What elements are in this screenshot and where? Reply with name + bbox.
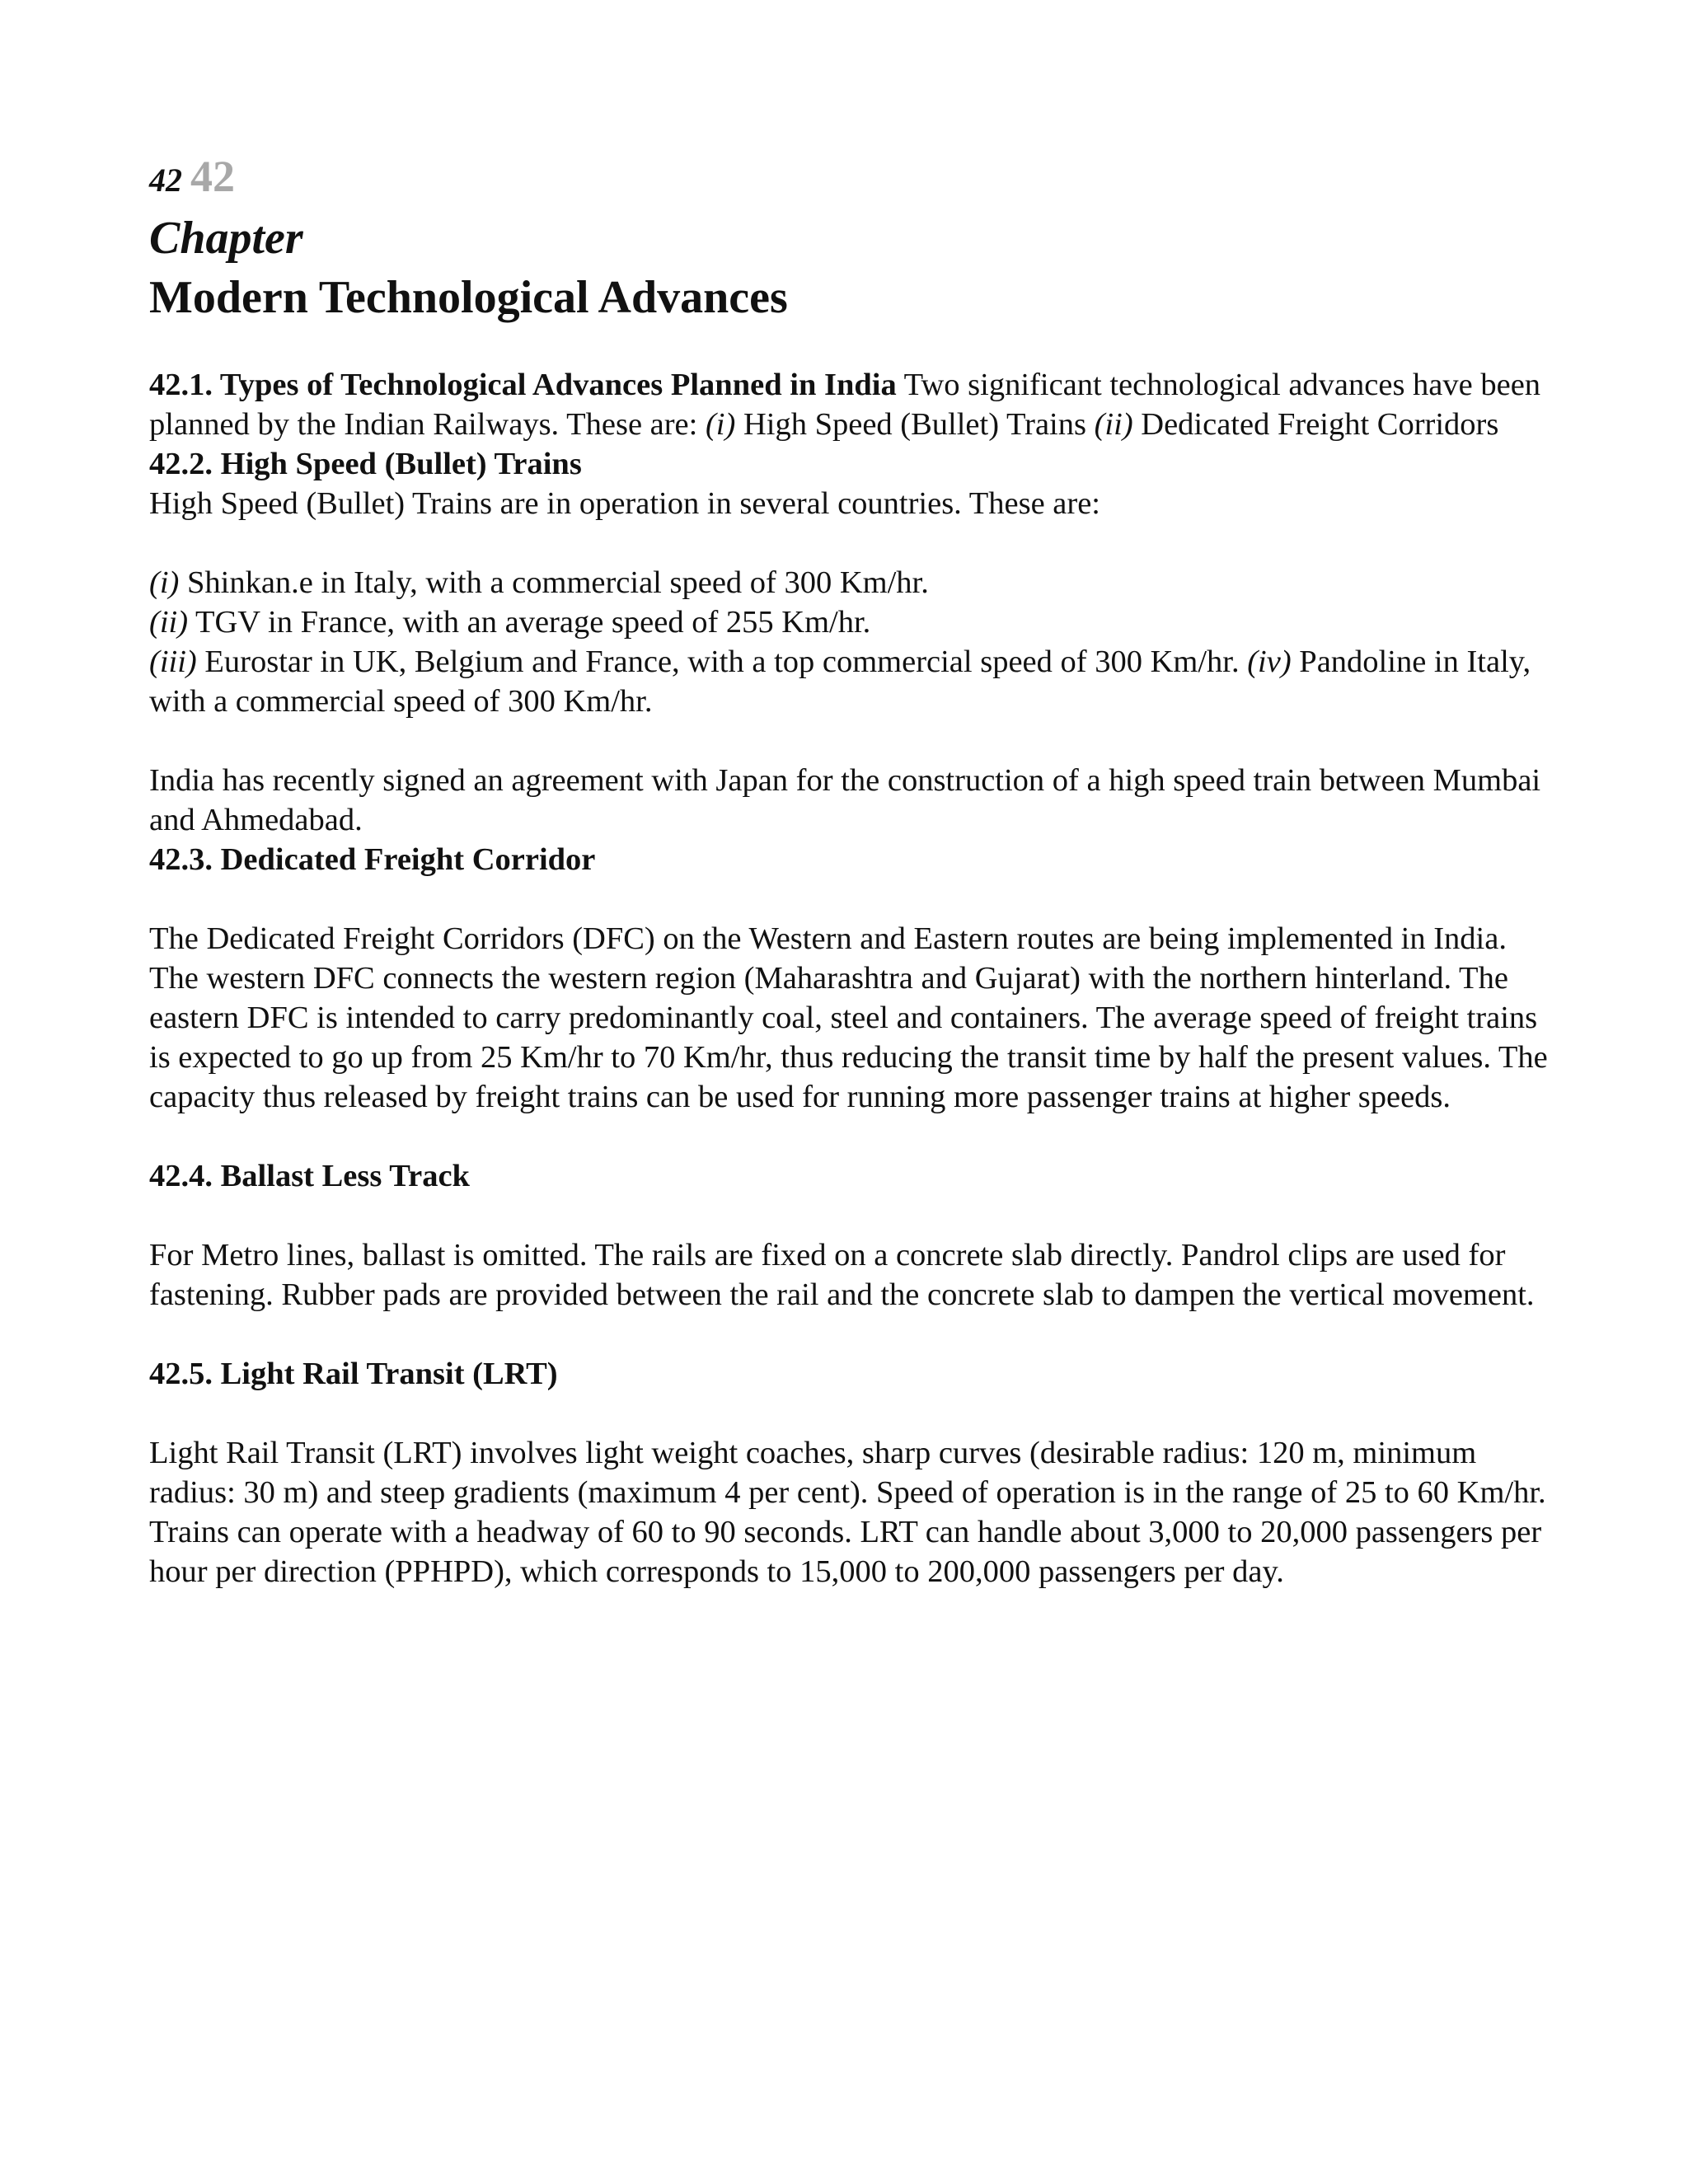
chapter-number-text: 42 — [149, 162, 182, 199]
spacer — [149, 523, 1550, 563]
spacer — [149, 1196, 1550, 1235]
list-marker: (i) — [149, 565, 180, 600]
section-42-4-body: For Metro lines, ballast is omitted. The rails are fixed on a concrete slab directly. Pandrol clips are used for fastening. Rubber pads are provided between the rail and the concrete slab to dampen the vertical movement. — [149, 1238, 1535, 1312]
spacer — [149, 1394, 1550, 1433]
list-item — [149, 642, 1550, 721]
list-marker: (iv) — [1247, 644, 1292, 679]
spacer — [149, 1117, 1550, 1156]
section-42-1-intro: Two significant technological advances have been planned by the Indian Railways. These are: — [149, 368, 1541, 442]
section-42-2-heading: 42.2. High Speed (Bullet) Trains — [149, 447, 582, 481]
list-text: Shinkan.e in Italy, with a commercial speed of 300 Km/hr. — [179, 565, 929, 600]
section-42-5-heading: 42.5. Light Rail Transit (LRT) — [149, 1357, 558, 1391]
spacer — [149, 1315, 1550, 1354]
chapter-number-ghost: 42 — [190, 152, 235, 201]
list-text: Eurostar in UK, Belgium and France, with a top commercial speed of 300 Km/hr. — [196, 644, 1248, 679]
item-text: Dedicated Freight Corridors — [1132, 407, 1499, 442]
spacer — [149, 879, 1550, 919]
section-42-2-closing: India has recently signed an agreement with Japan for the construction of a high speed train between Mumbai and Ahmedabad. — [149, 763, 1541, 837]
list-item — [149, 563, 1550, 602]
chapter-title: Modern Technological Advances — [149, 272, 788, 323]
section-42-5-body: Light Rail Transit (LRT) involves light weight coaches, sharp curves (desirable radius: 120 m, minimum radius: 30 m) and steep gradients (maximum 4 per cent). Speed of operation is in the range of 25 to 60 Km/hr. Trains can operate with a headway of 60 to 90 seconds. LRT can handle about 3,000 to 20,000 passengers per hour per direction (PPHPD), which corresponds to 15,000 to 200,000 passengers per day. — [149, 1436, 1546, 1589]
list-text: TGV in France, with an average speed of 255 Km/hr. — [188, 605, 871, 640]
chapter-label: Chapter — [149, 213, 303, 264]
section-42-1-paragraph — [149, 365, 1550, 484]
spacer — [149, 721, 1550, 761]
chapter-number — [149, 152, 1550, 201]
section-42-2-intro: High Speed (Bullet) Trains are in operation in several countries. These are: — [149, 486, 1100, 521]
item-marker: (i) — [705, 407, 736, 442]
item-marker: (ii) — [1094, 407, 1133, 442]
list-marker: (ii) — [149, 605, 189, 640]
document-page — [149, 152, 1550, 1591]
item-text: High Speed (Bullet) Trains — [735, 407, 1095, 442]
list-item — [149, 602, 1550, 642]
section-42-4-heading: 42.4. Ballast Less Track — [149, 1159, 470, 1193]
section-42-3-heading: 42.3. Dedicated Freight Corridor — [149, 842, 596, 877]
section-42-3-body: The Dedicated Freight Corridors (DFC) on the Western and Eastern routes are being implemented in India. The western DFC connects the western region (Maharashtra and Gujarat) with the northern hinterland. The eastern DFC is intended to carry predominantly coal, steel and containers. The average speed of freight trains is expected to go up from 25 Km/hr to 70 Km/hr, thus reducing the transit time by half the present values. The capacity thus released by freight trains can be used for running more passenger trains at higher speeds. — [149, 921, 1548, 1114]
list-text: Pandoline in Italy, with a commercial speed of 300 Km/hr. — [149, 644, 1531, 719]
section-42-1-heading: 42.1. Types of Technological Advances Planned in India — [149, 368, 897, 402]
list-marker: (iii) — [149, 644, 197, 679]
